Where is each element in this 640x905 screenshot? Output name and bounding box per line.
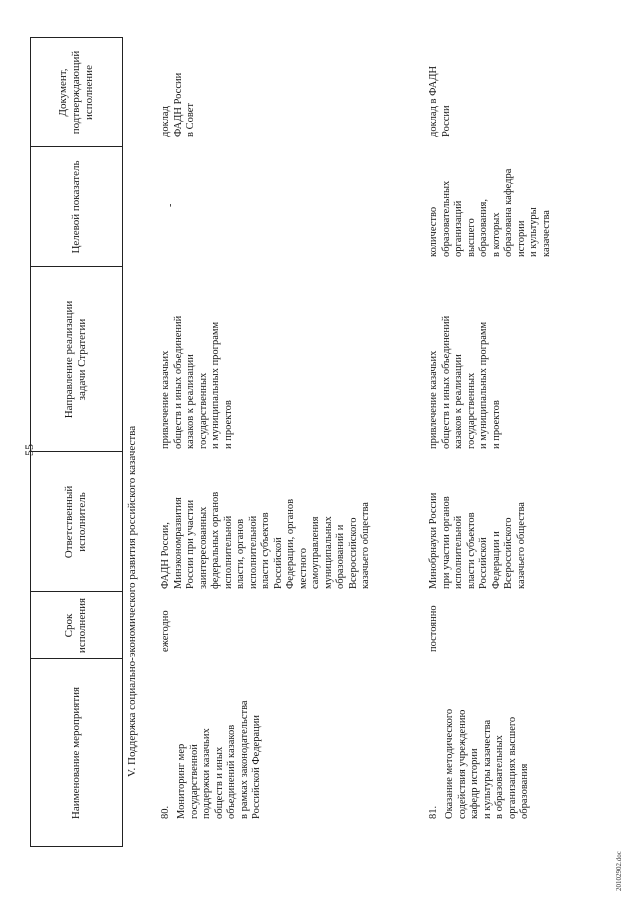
row-name: Оказание методического содействия учреждению кафедр истории и культуры казачества в образовательных организациях высшего образования — [444, 708, 530, 819]
document-table — [30, 37, 592, 847]
row-indicator: количество образовательных организаций высшего образования, в которых образована кафедра истории и культуры казачества — [428, 168, 552, 257]
header-direction: Направление реализации задачи Стратегии — [63, 300, 88, 419]
row-indicator: - — [165, 203, 176, 207]
header-responsible: Ответственный исполнитель — [63, 485, 88, 559]
row-document: доклад ФАДН России в Совет — [160, 72, 196, 137]
row-term: ежегодно — [160, 610, 171, 652]
row-term: постоянно — [428, 605, 439, 652]
row-document: доклад в ФАДН России — [428, 65, 452, 137]
row-number: 81. — [428, 805, 439, 819]
header-term: Срок исполнения — [63, 597, 88, 654]
header-bottom-border — [122, 37, 123, 847]
footer-filename: 20102902.doc — [615, 851, 623, 891]
row-name: Мониторинг мер государственной поддержки казачьих обществ и иных объединений казаков в рамках законодательства Российской Федерации — [176, 700, 262, 819]
row-responsible: ФАДН России, Минэкономразвития России при участии заинтересованных федеральных органов исполнительной власти, органов исполнительной власти субъектов Российской Федерации, органов местного самоуправления муниципальных образований и Всероссийского казачьего общества — [160, 491, 371, 589]
table-top-border — [30, 37, 31, 847]
header-name: Наименование мероприятия — [69, 686, 82, 820]
row-responsible: Минобрнауки России при участии органов исполнительной власти субъектов Российской Федерации и Всероссийского казачьего общества — [428, 492, 527, 589]
row-direction: привлечение казачьих обществ и иных объединений казаков к реализации государственных и муниципальных программ и проектов — [160, 315, 234, 449]
row-number: 80. — [160, 805, 171, 819]
header-indicator: Целевой показатель — [69, 160, 82, 254]
page-number: 55 — [22, 444, 36, 456]
header-document: Документ, подтверждающий исполнение — [56, 50, 95, 135]
row-direction: привлечение казачьих обществ и иных объединений казаков к реализации государственных и муниципальных программ и проектов — [428, 315, 502, 449]
section-title: V. Поддержка социально-экономического развития российского казачества — [126, 425, 138, 777]
